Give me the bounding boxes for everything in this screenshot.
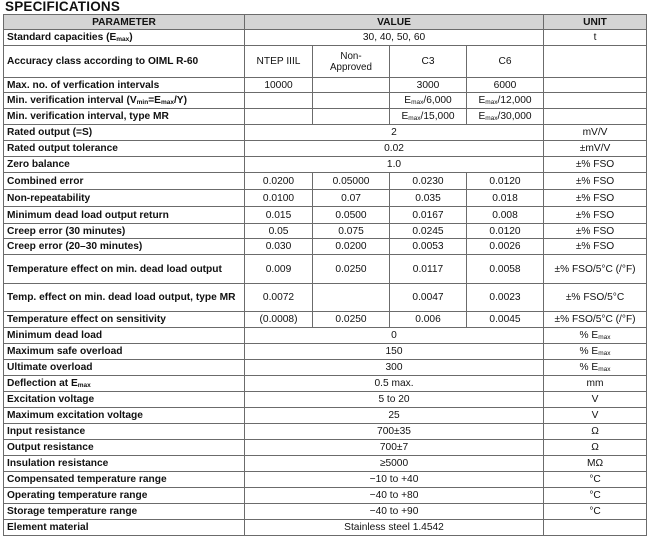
unit-cell: ±% FSO bbox=[544, 190, 647, 207]
value-cell: −10 to +40 bbox=[245, 472, 544, 488]
value-cell-v4: C6 bbox=[467, 46, 544, 78]
value-cell-v3: C3 bbox=[390, 46, 467, 78]
table-row bbox=[4, 30, 647, 46]
value-cell-v4: 0.008 bbox=[467, 207, 544, 224]
value-cell-v3: 0.0047 bbox=[390, 284, 467, 312]
value-cell: 0 bbox=[245, 328, 544, 344]
unit-cell: ±% FSO/5°C bbox=[544, 284, 647, 312]
unit-cell: t bbox=[544, 30, 647, 46]
parameter-cell: Temp. effect on min. dead load output, type MR bbox=[4, 284, 245, 312]
value-cell-v3: 0.0167 bbox=[390, 207, 467, 224]
value-cell-v1 bbox=[245, 93, 313, 109]
parameter-cell: Temperature effect on sensitivity bbox=[4, 312, 245, 328]
value-cell-v3: $E_{max}/15,000$ bbox=[390, 109, 467, 125]
parameter-cell: Zero balance bbox=[4, 157, 245, 173]
parameter-cell: Excitation voltage bbox=[4, 392, 245, 408]
parameter-cell: Insulation resistance bbox=[4, 456, 245, 472]
table-row bbox=[4, 408, 647, 424]
value-cell-v4: 6000 bbox=[467, 78, 544, 93]
value-cell-v4: 0.0120 bbox=[467, 173, 544, 190]
table-row bbox=[4, 125, 647, 141]
table-row bbox=[4, 424, 647, 440]
value-cell-v3: 0.0053 bbox=[390, 239, 467, 255]
unit-cell: ±% FSO bbox=[544, 224, 647, 239]
table-row bbox=[4, 239, 647, 255]
parameter-cell: Deflection at $E_{max}$ bbox=[4, 376, 245, 392]
table-row bbox=[4, 488, 647, 504]
spec-table bbox=[3, 14, 647, 536]
parameter-cell: Non-repeatability bbox=[4, 190, 245, 207]
unit-cell: V bbox=[544, 408, 647, 424]
unit-cell: °C bbox=[544, 488, 647, 504]
value-cell: 30, 40, 50, 60 bbox=[245, 30, 544, 46]
parameter-cell: Min. verification interval, type MR bbox=[4, 109, 245, 125]
value-cell-v3: 0.006 bbox=[390, 312, 467, 328]
value-cell-v4: 0.0120 bbox=[467, 224, 544, 239]
value-cell-v2 bbox=[313, 78, 390, 93]
value-cell-v3: 0.0245 bbox=[390, 224, 467, 239]
value-cell-v3: 0.0117 bbox=[390, 255, 467, 284]
table-row bbox=[4, 392, 647, 408]
value-cell-v1: 0.030 bbox=[245, 239, 313, 255]
table-row bbox=[4, 224, 647, 239]
page-title: SPECIFICATIONS bbox=[5, 0, 121, 14]
value-cell-v3: 3000 bbox=[390, 78, 467, 93]
value-cell: 0.5 max. bbox=[245, 376, 544, 392]
parameter-cell: Creep error (30 minutes) bbox=[4, 224, 245, 239]
header-parameter: PARAMETER bbox=[4, 15, 245, 30]
value-cell-v2: 0.0250 bbox=[313, 312, 390, 328]
table-row bbox=[4, 173, 647, 190]
parameter-cell: Maximum excitation voltage bbox=[4, 408, 245, 424]
value-cell: ≥5000 bbox=[245, 456, 544, 472]
unit-cell bbox=[544, 520, 647, 536]
value-cell-v4: 0.018 bbox=[467, 190, 544, 207]
value-cell-v3: 0.0230 bbox=[390, 173, 467, 190]
value-cell-v4: 0.0058 bbox=[467, 255, 544, 284]
value-cell-v1: 10000 bbox=[245, 78, 313, 93]
table-row bbox=[4, 157, 647, 173]
parameter-cell: Output resistance bbox=[4, 440, 245, 456]
value-cell-v1: 0.0072 bbox=[245, 284, 313, 312]
parameter-cell: Input resistance bbox=[4, 424, 245, 440]
unit-cell: °C bbox=[544, 472, 647, 488]
value-cell-v2: 0.05000 bbox=[313, 173, 390, 190]
unit-cell: ±% FSO/5°C (/°F) bbox=[544, 312, 647, 328]
parameter-cell: Accuracy class according to OIML R-60 bbox=[4, 46, 245, 78]
value-cell-v4: 0.0026 bbox=[467, 239, 544, 255]
unit-cell: Ω bbox=[544, 440, 647, 456]
parameter-cell: Operating temperature range bbox=[4, 488, 245, 504]
value-cell-v2: 0.0250 bbox=[313, 255, 390, 284]
value-cell-v3: 0.035 bbox=[390, 190, 467, 207]
value-cell-v2 bbox=[313, 93, 390, 109]
parameter-cell: Standard capacities $(E_{max})$ bbox=[4, 30, 245, 46]
parameter-cell: Rated output tolerance bbox=[4, 141, 245, 157]
value-cell-v2 bbox=[313, 284, 390, 312]
unit-cell: % $E_{max}$ bbox=[544, 360, 647, 376]
parameter-cell: Compensated temperature range bbox=[4, 472, 245, 488]
header-unit: UNIT bbox=[544, 15, 647, 30]
value-cell-v1: (0.0008) bbox=[245, 312, 313, 328]
parameter-cell: Creep error (20–30 minutes) bbox=[4, 239, 245, 255]
value-cell: 700±35 bbox=[245, 424, 544, 440]
table-row bbox=[4, 472, 647, 488]
table-row bbox=[4, 504, 647, 520]
unit-cell: °C bbox=[544, 504, 647, 520]
table-row bbox=[4, 78, 647, 93]
unit-cell bbox=[544, 93, 647, 109]
table-row bbox=[4, 440, 647, 456]
value-cell: 1.0 bbox=[245, 157, 544, 173]
value-cell: Stainless steel 1.4542 bbox=[245, 520, 544, 536]
parameter-cell: Min. verification interval $(V_{min}=E_{max}/Y)$ bbox=[4, 93, 245, 109]
value-cell-v1: 0.0200 bbox=[245, 173, 313, 190]
parameter-cell: Element material bbox=[4, 520, 245, 536]
value-cell-v2 bbox=[313, 109, 390, 125]
table-row bbox=[4, 360, 647, 376]
parameter-cell: Minimum dead load output return bbox=[4, 207, 245, 224]
unit-cell: Ω bbox=[544, 424, 647, 440]
value-cell-v2: Non- Approved bbox=[313, 46, 390, 78]
value-cell-v2: 0.07 bbox=[313, 190, 390, 207]
value-cell: −40 to +80 bbox=[245, 488, 544, 504]
table-row bbox=[4, 255, 647, 284]
value-cell: 0.02 bbox=[245, 141, 544, 157]
value-cell-v1: 0.015 bbox=[245, 207, 313, 224]
unit-cell: MΩ bbox=[544, 456, 647, 472]
value-cell-v3: $E_{max}/6,000$ bbox=[390, 93, 467, 109]
parameter-cell: Storage temperature range bbox=[4, 504, 245, 520]
parameter-cell: Maximum safe overload bbox=[4, 344, 245, 360]
table-row bbox=[4, 520, 647, 536]
table-row bbox=[4, 344, 647, 360]
value-cell: −40 to +90 bbox=[245, 504, 544, 520]
value-cell: 150 bbox=[245, 344, 544, 360]
unit-cell: ±% FSO/5°C (/°F) bbox=[544, 255, 647, 284]
unit-cell: ±mV/V bbox=[544, 141, 647, 157]
value-cell-v2: 0.0500 bbox=[313, 207, 390, 224]
unit-cell: mm bbox=[544, 376, 647, 392]
unit-cell: ±% FSO bbox=[544, 157, 647, 173]
unit-cell bbox=[544, 46, 647, 78]
value-cell: 300 bbox=[245, 360, 544, 376]
table-row bbox=[4, 109, 647, 125]
table-row bbox=[4, 312, 647, 328]
unit-cell: ±% FSO bbox=[544, 239, 647, 255]
parameter-cell: Ultimate overload bbox=[4, 360, 245, 376]
unit-cell: % $E_{max}$ bbox=[544, 344, 647, 360]
value-cell-v1: NTEP IIIL bbox=[245, 46, 313, 78]
table-row bbox=[4, 93, 647, 109]
value-cell-v4: 0.0045 bbox=[467, 312, 544, 328]
header-value: VALUE bbox=[245, 15, 544, 30]
table-row bbox=[4, 141, 647, 157]
value-cell-v4: $E_{max}/12,000$ bbox=[467, 93, 544, 109]
table-body bbox=[4, 30, 647, 536]
value-cell-v1: 0.009 bbox=[245, 255, 313, 284]
unit-cell: ±% FSO bbox=[544, 207, 647, 224]
value-cell: 25 bbox=[245, 408, 544, 424]
value-cell-v1 bbox=[245, 109, 313, 125]
value-cell-v1: 0.05 bbox=[245, 224, 313, 239]
table-row bbox=[4, 376, 647, 392]
value-cell: 5 to 20 bbox=[245, 392, 544, 408]
table-row bbox=[4, 207, 647, 224]
unit-cell bbox=[544, 109, 647, 125]
value-cell-v2: 0.075 bbox=[313, 224, 390, 239]
parameter-cell: Combined error bbox=[4, 173, 245, 190]
unit-cell: % $E_{max}$ bbox=[544, 328, 647, 344]
value-cell: 700±7 bbox=[245, 440, 544, 456]
table-row bbox=[4, 190, 647, 207]
unit-cell bbox=[544, 78, 647, 93]
unit-cell: ±% FSO bbox=[544, 173, 647, 190]
value-cell-v2: 0.0200 bbox=[313, 239, 390, 255]
unit-cell: V bbox=[544, 392, 647, 408]
value-cell-v1: 0.0100 bbox=[245, 190, 313, 207]
table-header-row bbox=[4, 15, 647, 30]
table-row bbox=[4, 328, 647, 344]
table-row bbox=[4, 284, 647, 312]
value-cell-v4: $E_{max}/30,000$ bbox=[467, 109, 544, 125]
parameter-cell: Rated output (=S) bbox=[4, 125, 245, 141]
parameter-cell: Minimum dead load bbox=[4, 328, 245, 344]
unit-cell: mV/V bbox=[544, 125, 647, 141]
table-row bbox=[4, 46, 647, 78]
value-cell: 2 bbox=[245, 125, 544, 141]
value-cell-v4: 0.0023 bbox=[467, 284, 544, 312]
parameter-cell: Max. no. of verfication intervals bbox=[4, 78, 245, 93]
parameter-cell: Temperature effect on min. dead load output bbox=[4, 255, 245, 284]
table-row bbox=[4, 456, 647, 472]
